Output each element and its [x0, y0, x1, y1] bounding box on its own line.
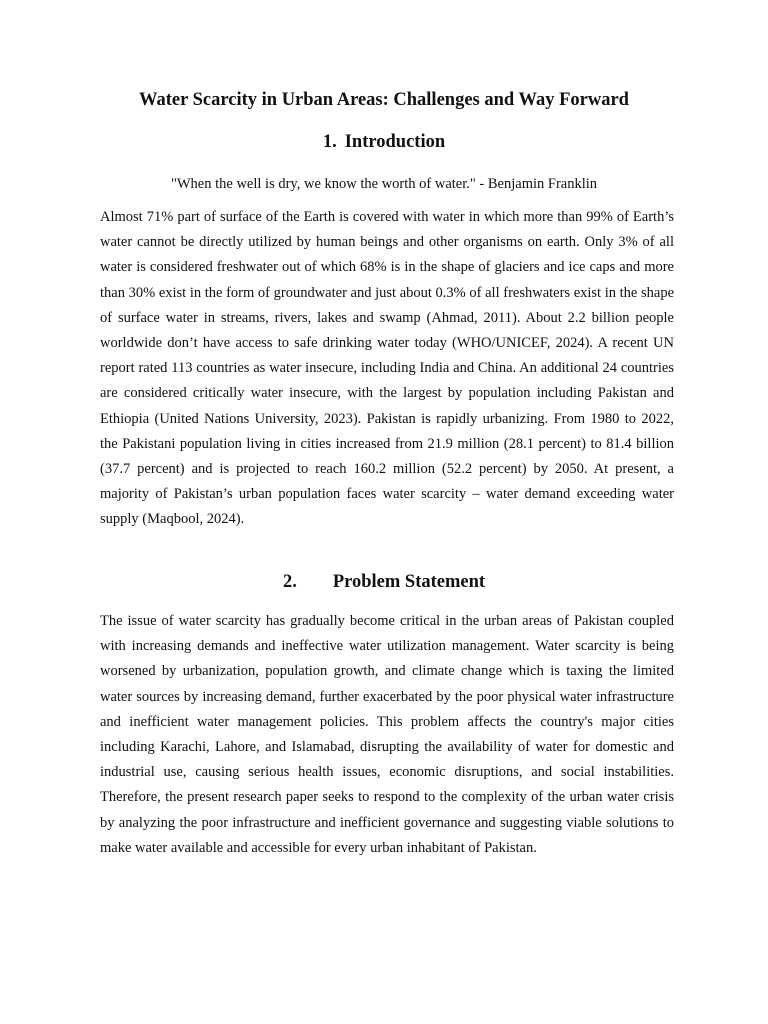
- section-number: 2.: [282, 572, 297, 592]
- section-heading-introduction: [0, 130, 768, 154]
- section-title: Introduction: [344, 132, 446, 152]
- epigraph-quote: "When the well is dry, we know the worth of water." - Benjamin Franklin: [170, 176, 598, 192]
- problem-statement-paragraph: The issue of water scarcity has gradually become critical in the urban areas of Pakistan coupled with increasing demands and ineffective water utilization management. Water scarcity is being worsened by urbanization, population growth, and climate change which is taxing the limited water sources by increasing demand, further exacerbated by the poor physical water infrastructure and inefficient water management policies. This problem affects the country's major cities including Karachi, Lahore, and Islamabad, disrupting the availability of water for domestic and industrial use, causing serious health issues, economic disruptions, and social instabilities. Therefore, the present research paper seeks to respond to the complexity of the urban water crisis by analyzing the poor infrastructure and inefficient governance and suggesting viable solutions to make water available and accessible for every urban inhabitant of Pakistan.: [100, 613, 674, 856]
- section-heading-problem-statement: [0, 570, 768, 594]
- document-title: Water Scarcity in Urban Areas: Challenges and Way Forward: [139, 90, 629, 110]
- introduction-paragraph: Almost 71% part of surface of the Earth is covered with water in which more than 99% of Earth’s water cannot be directly utilized by human beings and other organisms on earth. Only 3% of all water is considered freshwater out of which 68% is in the shape of glaciers and ice caps and more than 30% exist in the form of groundwater and just about 0.3% of all freshwaters exist in the shape of surface water in streams, rivers, lakes and swamp (Ahmad, 2011). About 2.2 billion people worldwide don’t have access to safe drinking water today (WHO/UNICEF, 2024). A recent UN report rated 113 countries as water insecure, including India and China. An additional 24 countries are considered critically water insecure, with the largest by population including Pakistan and Ethiopia (United Nations University, 2023). Pakistan is rapidly urbanizing. From 1980 to 2022, the Pakistani population living in cities increased from 21.9 million (28.1 percent) to 81.4 billion (37.7 percent) and is projected to reach 160.2 million (52.2 percent) by 2050. At present, a majority of Pakistan’s urban population faces water scarcity – water demand exceeding water supply (Maqbool, 2024).: [100, 209, 674, 528]
- section-number: 1.: [322, 132, 337, 152]
- section-title: Problem Statement: [332, 572, 486, 592]
